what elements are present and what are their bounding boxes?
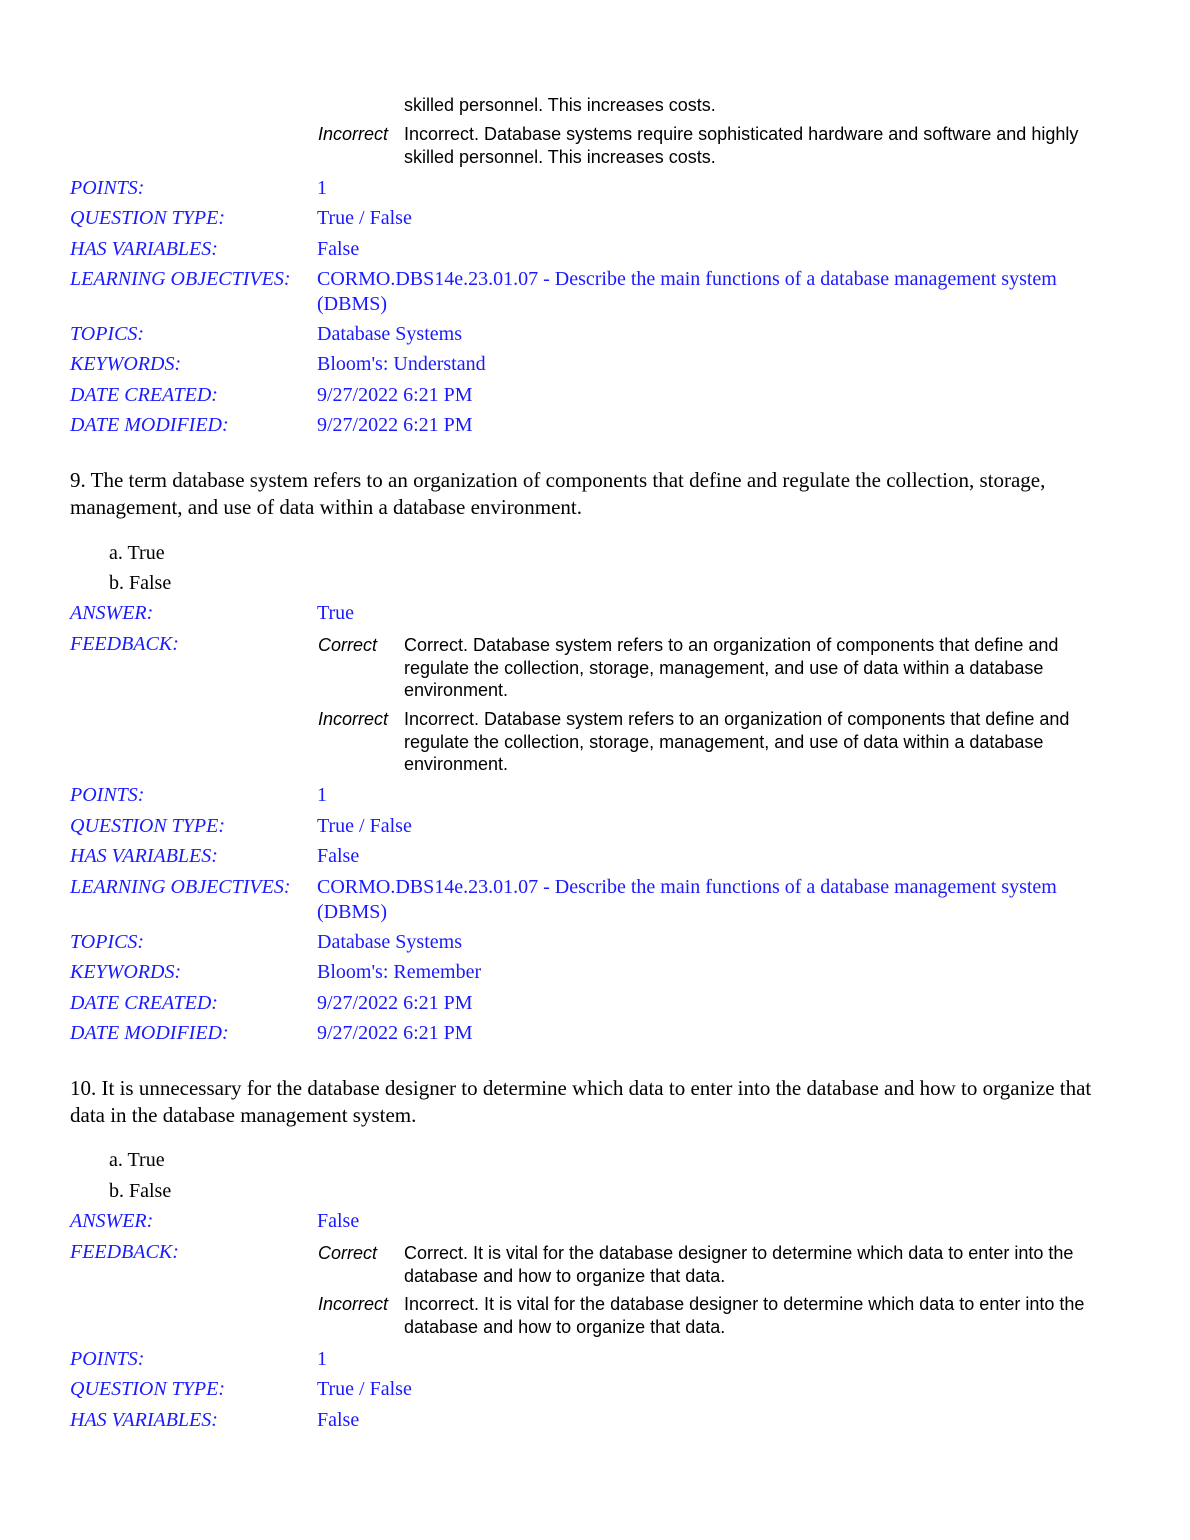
q9-learning-objectives-label: LEARNING OBJECTIVES: bbox=[70, 876, 291, 898]
q10-question-text: 10. It is unnecessary for the database designer to determine which data to enter into the database and how to organize that data in the database management system. bbox=[70, 1076, 1092, 1127]
q8-points-value: 1 bbox=[317, 177, 327, 199]
q9-date-modified-value: 9/27/2022 6:21 PM bbox=[317, 1022, 473, 1044]
q10-answer-value: False bbox=[317, 1210, 360, 1232]
q9-question-type-label: QUESTION TYPE: bbox=[70, 815, 226, 837]
q9-points-label: POINTS: bbox=[70, 784, 145, 806]
q8-date-modified-value: 9/27/2022 6:21 PM bbox=[317, 414, 473, 436]
q8-learning-objectives-line2: (DBMS) bbox=[317, 293, 388, 315]
q10-correct-feedback: Correct. It is vital for the database designer to determine which data to enter into the database and how to organize that data. bbox=[404, 1243, 1074, 1286]
q8-learning-objectives-label: LEARNING OBJECTIVES: bbox=[70, 268, 291, 290]
q9-topics-value: Database Systems bbox=[317, 931, 462, 953]
q10-option-b: b. False bbox=[109, 1180, 172, 1202]
q9-date-modified-label: DATE MODIFIED: bbox=[70, 1022, 229, 1044]
q10-correct-label: Correct bbox=[318, 1243, 378, 1263]
q9-option-b: b. False bbox=[109, 572, 172, 594]
q10-has-variables-value: False bbox=[317, 1409, 360, 1431]
q9-feedback-label: FEEDBACK: bbox=[70, 633, 179, 655]
q8-keywords-label: KEYWORDS: bbox=[70, 353, 182, 375]
q8-date-created-label: DATE CREATED: bbox=[70, 384, 218, 406]
q10-points-value: 1 bbox=[317, 1348, 327, 1370]
q9-learning-objectives-line1: CORMO.DBS14e.23.01.07 - Describe the main functions of a database management system bbox=[317, 876, 1057, 898]
q10-incorrect-label: Incorrect bbox=[318, 1294, 389, 1314]
q9-has-variables-value: False bbox=[317, 845, 360, 867]
q10-question-type-label: QUESTION TYPE: bbox=[70, 1378, 226, 1400]
q9-answer-value: True bbox=[317, 602, 355, 624]
q8-keywords-value: Bloom's: Understand bbox=[317, 353, 486, 375]
q9-incorrect-feedback: Incorrect. Database system refers to an organization of components that define and regulate the collection, storage, management, and use of data within a database environment. bbox=[404, 709, 1070, 774]
q9-incorrect-label: Incorrect bbox=[318, 709, 389, 729]
q9-date-created-value: 9/27/2022 6:21 PM bbox=[317, 992, 473, 1014]
q8-learning-objectives-line1: CORMO.DBS14e.23.01.07 - Describe the main functions of a database management system bbox=[317, 268, 1057, 290]
q8-date-modified-label: DATE MODIFIED: bbox=[70, 414, 229, 436]
q9-date-created-label: DATE CREATED: bbox=[70, 992, 218, 1014]
q8-question-type-label: QUESTION TYPE: bbox=[70, 207, 226, 229]
q9-learning-objectives-line2: (DBMS) bbox=[317, 901, 388, 923]
q9-question-type-value: True / False bbox=[317, 815, 412, 837]
q10-option-a: a. True bbox=[109, 1149, 165, 1171]
q10-answer-label: ANSWER: bbox=[70, 1210, 154, 1232]
q9-correct-label: Correct bbox=[318, 635, 378, 655]
q10-feedback-label: FEEDBACK: bbox=[70, 1241, 179, 1263]
q9-keywords-label: KEYWORDS: bbox=[70, 961, 182, 983]
q8-has-variables-value: False bbox=[317, 238, 360, 260]
q9-question-text: 9. The term database system refers to an organization of components that define and regulate the collection, storage, management, and use of data within a database environment. bbox=[70, 468, 1046, 519]
q8-correct-feedback-tail: skilled personnel. This increases costs. bbox=[404, 95, 716, 115]
q10-incorrect-feedback: Incorrect. It is vital for the database designer to determine which data to enter into the database and how to organize that data. bbox=[404, 1294, 1085, 1337]
q8-has-variables-label: HAS VARIABLES: bbox=[70, 238, 218, 260]
q9-has-variables-label: HAS VARIABLES: bbox=[70, 845, 218, 867]
q8-topics-value: Database Systems bbox=[317, 323, 462, 345]
q9-option-a: a. True bbox=[109, 542, 165, 564]
q9-topics-label: TOPICS: bbox=[70, 931, 145, 953]
q9-correct-feedback: Correct. Database system refers to an organization of components that define and regulate the collection, storage, management, and use of data within a database environment. bbox=[404, 635, 1059, 700]
q9-keywords-value: Bloom's: Remember bbox=[317, 961, 482, 983]
q10-points-label: POINTS: bbox=[70, 1348, 145, 1370]
q10-has-variables-label: HAS VARIABLES: bbox=[70, 1409, 218, 1431]
q8-points-label: POINTS: bbox=[70, 177, 145, 199]
q10-question-type-value: True / False bbox=[317, 1378, 412, 1400]
q8-date-created-value: 9/27/2022 6:21 PM bbox=[317, 384, 473, 406]
q8-incorrect-feedback: Incorrect. Database systems require sophisticated hardware and software and highly skilled personnel. This increases costs. bbox=[404, 124, 1079, 167]
q8-topics-label: TOPICS: bbox=[70, 323, 145, 345]
q8-question-type-value: True / False bbox=[317, 207, 412, 229]
q9-answer-label: ANSWER: bbox=[70, 602, 154, 624]
q8-incorrect-label: Incorrect bbox=[318, 124, 389, 144]
q9-points-value: 1 bbox=[317, 784, 327, 806]
